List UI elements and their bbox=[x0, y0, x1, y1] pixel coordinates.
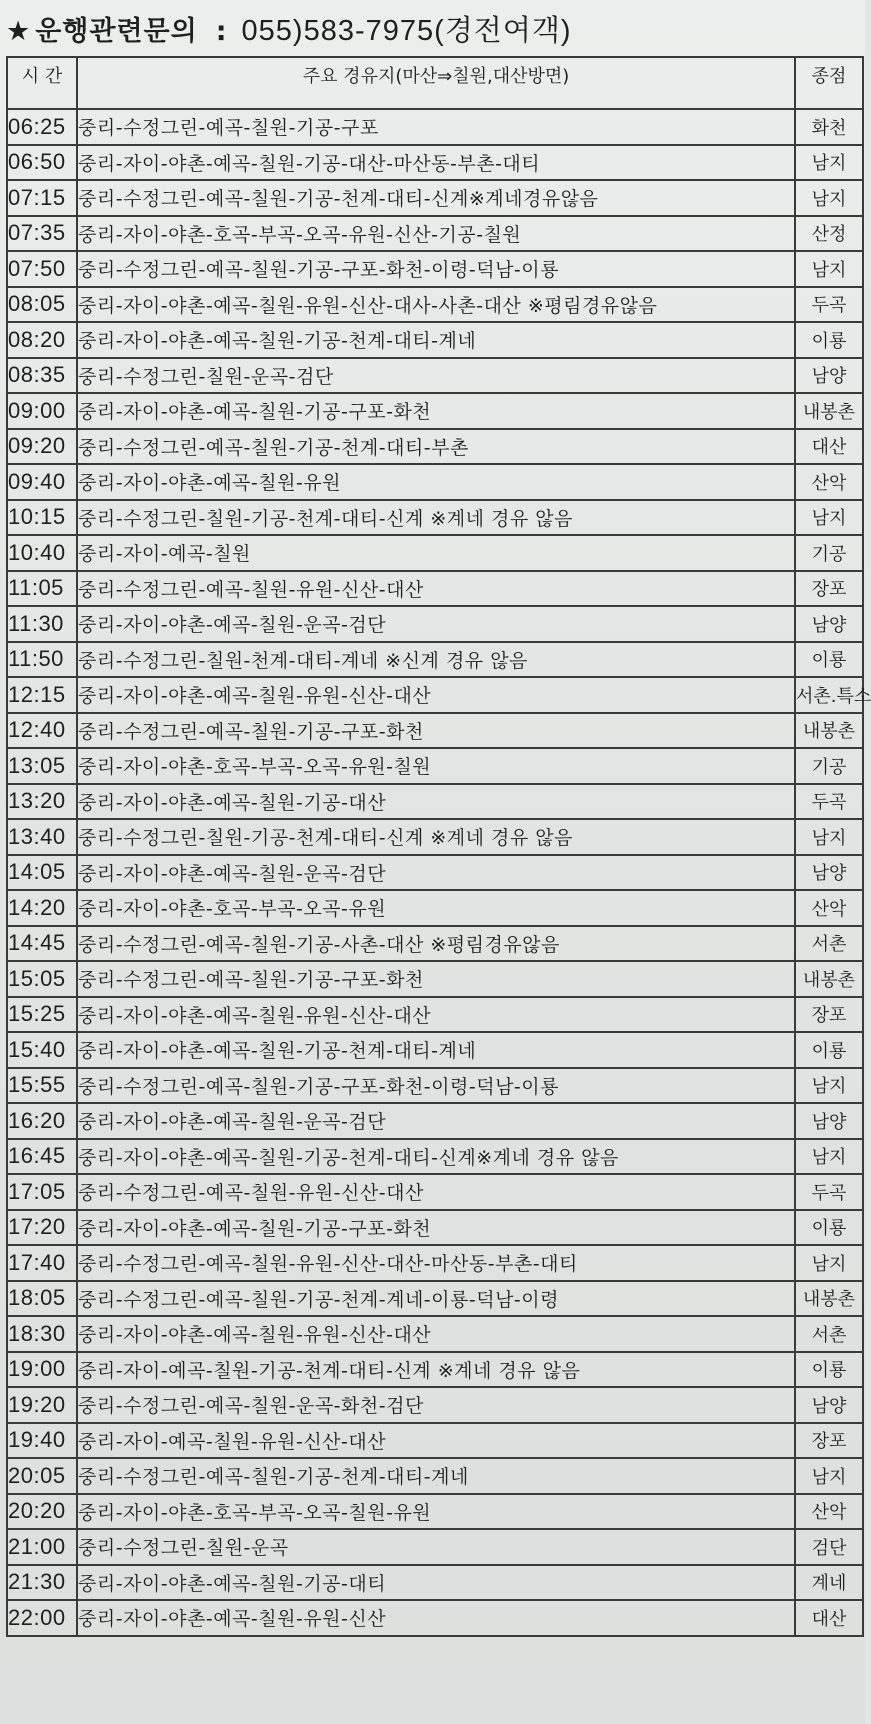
table-row bbox=[7, 606, 863, 642]
table-row bbox=[7, 535, 863, 571]
route-stops: 중리-자이-예곡-칠원-유원-신산-대산 bbox=[77, 1423, 795, 1459]
route-stops: 중리-수정그린-칠원-운곡-검단 bbox=[77, 358, 795, 394]
terminus: 두곡 bbox=[795, 1174, 863, 1210]
table-row bbox=[7, 1103, 863, 1139]
route-stops: 중리-수정그린-예곡-칠원-운곡-화천-검단 bbox=[77, 1387, 795, 1423]
departure-time: 08:05 bbox=[7, 287, 77, 323]
table-row bbox=[7, 1352, 863, 1388]
departure-time: 14:05 bbox=[7, 855, 77, 891]
departure-time: 18:30 bbox=[7, 1316, 77, 1352]
departure-time: 12:40 bbox=[7, 713, 77, 749]
terminus: 기공 bbox=[795, 535, 863, 571]
table-row bbox=[7, 713, 863, 749]
departure-time: 11:05 bbox=[7, 571, 77, 607]
route-stops: 중리-수정그린-예곡-칠원-기공-구포 bbox=[77, 109, 795, 145]
table-row bbox=[7, 1032, 863, 1068]
departure-time: 07:15 bbox=[7, 180, 77, 216]
departure-time: 15:40 bbox=[7, 1032, 77, 1068]
departure-time: 15:05 bbox=[7, 961, 77, 997]
departure-time: 20:20 bbox=[7, 1494, 77, 1530]
table-row bbox=[7, 926, 863, 962]
terminus: 내봉촌 bbox=[795, 393, 863, 429]
route-stops: 중리-수정그린-예곡-칠원-기공-구포-화천 bbox=[77, 713, 795, 749]
contact-label: 운행관련문의 bbox=[35, 16, 198, 47]
star-icon: ★ bbox=[6, 16, 32, 47]
departure-time: 11:50 bbox=[7, 642, 77, 678]
departure-time: 10:40 bbox=[7, 535, 77, 571]
table-row bbox=[7, 677, 863, 713]
table-row bbox=[7, 1565, 863, 1601]
departure-time: 17:20 bbox=[7, 1210, 77, 1246]
departure-time: 09:40 bbox=[7, 464, 77, 500]
table-row bbox=[7, 748, 863, 784]
terminus: 내봉촌 bbox=[795, 961, 863, 997]
departure-time: 19:20 bbox=[7, 1387, 77, 1423]
terminus: 산악 bbox=[795, 464, 863, 500]
terminus: 서촌 bbox=[795, 1316, 863, 1352]
table-row bbox=[7, 1316, 863, 1352]
route-stops: 중리-자이-야촌-예곡-칠원-기공-천계-대티-신계※계네 경유 않음 bbox=[77, 1139, 795, 1175]
terminus: 이룡 bbox=[795, 1352, 863, 1388]
terminus: 검단 bbox=[795, 1529, 863, 1565]
terminus: 남양 bbox=[795, 606, 863, 642]
table-row bbox=[7, 322, 863, 358]
table-row bbox=[7, 571, 863, 607]
terminus: 두곡 bbox=[795, 784, 863, 820]
table-row bbox=[7, 1529, 863, 1565]
terminus: 장포 bbox=[795, 997, 863, 1033]
table-row bbox=[7, 1387, 863, 1423]
route-column-header: 주요 경유지(마산⇒칠원,대산방면) bbox=[77, 57, 795, 109]
departure-time: 15:25 bbox=[7, 997, 77, 1033]
route-stops: 중리-수정그린-예곡-칠원-유원-신산-대산-마산동-부촌-대티 bbox=[77, 1245, 795, 1281]
table-row bbox=[7, 855, 863, 891]
route-stops: 중리-자이-예곡-칠원-기공-천계-대티-신계 ※계네 경유 않음 bbox=[77, 1352, 795, 1388]
contact-phone: 055)583-7975(경전여객) bbox=[241, 15, 572, 47]
route-stops: 중리-자이-야촌-호곡-부곡-오곡-유원-칠원 bbox=[77, 748, 795, 784]
departure-time: 10:15 bbox=[7, 500, 77, 536]
departure-time: 08:20 bbox=[7, 322, 77, 358]
table-row bbox=[7, 784, 863, 820]
table-row bbox=[7, 216, 863, 252]
table-row bbox=[7, 109, 863, 145]
departure-time: 20:05 bbox=[7, 1458, 77, 1494]
route-stops: 중리-자이-야촌-예곡-칠원-기공-대산-마산동-부촌-대티 bbox=[77, 145, 795, 181]
terminus: 이룡 bbox=[795, 642, 863, 678]
route-stops: 중리-수정그린-예곡-칠원-유원-신산-대산 bbox=[77, 571, 795, 607]
table-row bbox=[7, 500, 863, 536]
terminus: 남지 bbox=[795, 1139, 863, 1175]
departure-time: 13:40 bbox=[7, 819, 77, 855]
terminus: 내봉촌 bbox=[795, 1281, 863, 1317]
route-stops: 중리-자이-야촌-예곡-칠원-유원 bbox=[77, 464, 795, 500]
departure-time: 09:00 bbox=[7, 393, 77, 429]
route-stops: 중리-자이-야촌-예곡-칠원-운곡-검단 bbox=[77, 1103, 795, 1139]
route-stops: 중리-수정그린-예곡-칠원-기공-천계-대티-신계※계네경유않음 bbox=[77, 180, 795, 216]
timetable-body bbox=[7, 109, 871, 1636]
table-row bbox=[7, 1210, 863, 1246]
route-stops: 중리-수정그린-예곡-칠원-기공-천계-대티-부촌 bbox=[77, 429, 795, 465]
terminus: 남지 bbox=[795, 819, 863, 855]
departure-time: 17:40 bbox=[7, 1245, 77, 1281]
table-row bbox=[7, 358, 863, 394]
table-row bbox=[7, 997, 863, 1033]
route-stops: 중리-수정그린-예곡-칠원-기공-사촌-대산 ※평림경유않음 bbox=[77, 926, 795, 962]
table-row bbox=[7, 1245, 863, 1281]
terminus: 남지 bbox=[795, 1458, 863, 1494]
table-header-row bbox=[7, 57, 863, 109]
table-row bbox=[7, 464, 863, 500]
route-stops: 중리-수정그린-칠원-기공-천계-대티-신계 ※계네 경유 않음 bbox=[77, 500, 795, 536]
departure-time: 08:35 bbox=[7, 358, 77, 394]
departure-time: 21:00 bbox=[7, 1529, 77, 1565]
terminus: 장포 bbox=[795, 571, 863, 607]
departure-time: 09:20 bbox=[7, 429, 77, 465]
terminus: 두곡 bbox=[795, 287, 863, 323]
route-stops: 중리-자이-야촌-예곡-칠원-유원-신산-대산 bbox=[77, 1316, 795, 1352]
terminus: 이룡 bbox=[795, 322, 863, 358]
departure-time: 12:15 bbox=[7, 677, 77, 713]
route-stops: 중리-수정그린-칠원-운곡 bbox=[77, 1529, 795, 1565]
departure-time: 17:05 bbox=[7, 1174, 77, 1210]
route-stops: 중리-자이-야촌-예곡-칠원-기공-구포-화천 bbox=[77, 393, 795, 429]
route-stops: 중리-자이-야촌-예곡-칠원-기공-천계-대티-계네 bbox=[77, 322, 795, 358]
route-stops: 중리-자이-야촌-호곡-부곡-오곡-칠원-유원 bbox=[77, 1494, 795, 1530]
terminus: 남양 bbox=[795, 358, 863, 394]
terminus: 남양 bbox=[795, 1387, 863, 1423]
route-stops: 중리-자이-야촌-예곡-칠원-기공-구포-화천 bbox=[77, 1210, 795, 1246]
table-row bbox=[7, 251, 863, 287]
route-stops: 중리-수정그린-예곡-칠원-기공-구포-화천-이령-덕남-이룡 bbox=[77, 1068, 795, 1104]
terminus: 남지 bbox=[795, 1068, 863, 1104]
route-stops: 중리-자이-야촌-예곡-칠원-기공-대산 bbox=[77, 784, 795, 820]
route-stops: 중리-자이-야촌-예곡-칠원-기공-대티 bbox=[77, 1565, 795, 1601]
terminus: 남지 bbox=[795, 1245, 863, 1281]
route-stops: 중리-자이-야촌-예곡-칠원-유원-신산-대산 bbox=[77, 677, 795, 713]
header-colon: : bbox=[215, 16, 228, 47]
terminus: 산정 bbox=[795, 216, 863, 252]
table-row bbox=[7, 429, 863, 465]
departure-time: 22:00 bbox=[7, 1600, 77, 1636]
table-row bbox=[7, 961, 863, 997]
terminus: 남지 bbox=[795, 180, 863, 216]
time-column-header: 시 간 bbox=[7, 57, 77, 109]
terminus: 남지 bbox=[795, 251, 863, 287]
terminus: 남지 bbox=[795, 500, 863, 536]
departure-time: 06:50 bbox=[7, 145, 77, 181]
terminus: 기공 bbox=[795, 748, 863, 784]
terminus: 내봉촌 bbox=[795, 713, 863, 749]
departure-time: 11:30 bbox=[7, 606, 77, 642]
table-row bbox=[7, 1458, 863, 1494]
departure-time: 13:05 bbox=[7, 748, 77, 784]
route-stops: 중리-수정그린-예곡-칠원-기공-구포-화천-이령-덕남-이룡 bbox=[77, 251, 795, 287]
contact-header bbox=[6, 8, 572, 48]
route-stops: 중리-자이-예곡-칠원 bbox=[77, 535, 795, 571]
route-stops: 중리-자이-야촌-예곡-칠원-운곡-검단 bbox=[77, 606, 795, 642]
route-stops: 중리-수정그린-칠원-천계-대티-계네 ※신계 경유 않음 bbox=[77, 642, 795, 678]
terminus: 대산 bbox=[795, 429, 863, 465]
route-stops: 중리-수정그린-예곡-칠원-유원-신산-대산 bbox=[77, 1174, 795, 1210]
table-row bbox=[7, 1494, 863, 1530]
route-stops: 중리-자이-야촌-호곡-부곡-오곡-유원-신산-기공-칠원 bbox=[77, 216, 795, 252]
bus-timetable bbox=[6, 56, 871, 1637]
route-stops: 중리-자이-야촌-예곡-칠원-유원-신산 bbox=[77, 1600, 795, 1636]
table-row bbox=[7, 1281, 863, 1317]
terminus: 이룡 bbox=[795, 1210, 863, 1246]
departure-time: 19:00 bbox=[7, 1352, 77, 1388]
route-stops: 중리-자이-야촌-예곡-칠원-운곡-검단 bbox=[77, 855, 795, 891]
departure-time: 13:20 bbox=[7, 784, 77, 820]
departure-time: 19:40 bbox=[7, 1423, 77, 1459]
terminus: 남지 bbox=[795, 145, 863, 181]
table-row bbox=[7, 1600, 863, 1636]
table-row bbox=[7, 1139, 863, 1175]
terminus: 화천 bbox=[795, 109, 863, 145]
table-row bbox=[7, 642, 863, 678]
departure-time: 06:25 bbox=[7, 109, 77, 145]
departure-time: 16:45 bbox=[7, 1139, 77, 1175]
terminus: 대산 bbox=[795, 1600, 863, 1636]
terminus: 계네 bbox=[795, 1565, 863, 1601]
terminus: 산악 bbox=[795, 890, 863, 926]
route-stops: 중리-수정그린-예곡-칠원-기공-구포-화천 bbox=[77, 961, 795, 997]
departure-time: 14:45 bbox=[7, 926, 77, 962]
terminus: 장포 bbox=[795, 1423, 863, 1459]
departure-time: 21:30 bbox=[7, 1565, 77, 1601]
departure-time: 07:35 bbox=[7, 216, 77, 252]
table-row bbox=[7, 1174, 863, 1210]
terminus: 이룡 bbox=[795, 1032, 863, 1068]
route-stops: 중리-자이-야촌-호곡-부곡-오곡-유원 bbox=[77, 890, 795, 926]
terminus: 산악 bbox=[795, 1494, 863, 1530]
terminus: 남양 bbox=[795, 1103, 863, 1139]
route-stops: 중리-자이-야촌-예곡-칠원-유원-신산-대산 bbox=[77, 997, 795, 1033]
departure-time: 15:55 bbox=[7, 1068, 77, 1104]
route-stops: 중리-자이-야촌-예곡-칠원-기공-천계-대티-계네 bbox=[77, 1032, 795, 1068]
route-stops: 중리-수정그린-예곡-칠원-기공-천계-대티-계네 bbox=[77, 1458, 795, 1494]
table-row bbox=[7, 287, 863, 323]
route-stops: 중리-수정그린-칠원-기공-천계-대티-신계 ※계네 경유 않음 bbox=[77, 819, 795, 855]
departure-time: 07:50 bbox=[7, 251, 77, 287]
table-row bbox=[7, 890, 863, 926]
table-row bbox=[7, 393, 863, 429]
terminus: 서촌.특소 bbox=[795, 677, 863, 713]
departure-time: 14:20 bbox=[7, 890, 77, 926]
terminus: 남양 bbox=[795, 855, 863, 891]
table-row bbox=[7, 180, 863, 216]
table-row bbox=[7, 819, 863, 855]
terminus: 서촌 bbox=[795, 926, 863, 962]
table-row bbox=[7, 1068, 863, 1104]
departure-time: 18:05 bbox=[7, 1281, 77, 1317]
destination-column-header: 종점 bbox=[795, 57, 863, 109]
route-stops: 중리-수정그린-예곡-칠원-기공-천계-계네-이룡-덕남-이령 bbox=[77, 1281, 795, 1317]
route-stops: 중리-자이-야촌-예곡-칠원-유원-신산-대사-사촌-대산 ※평림경유않음 bbox=[77, 287, 795, 323]
table-row bbox=[7, 1423, 863, 1459]
departure-time: 16:20 bbox=[7, 1103, 77, 1139]
table-row bbox=[7, 145, 863, 181]
